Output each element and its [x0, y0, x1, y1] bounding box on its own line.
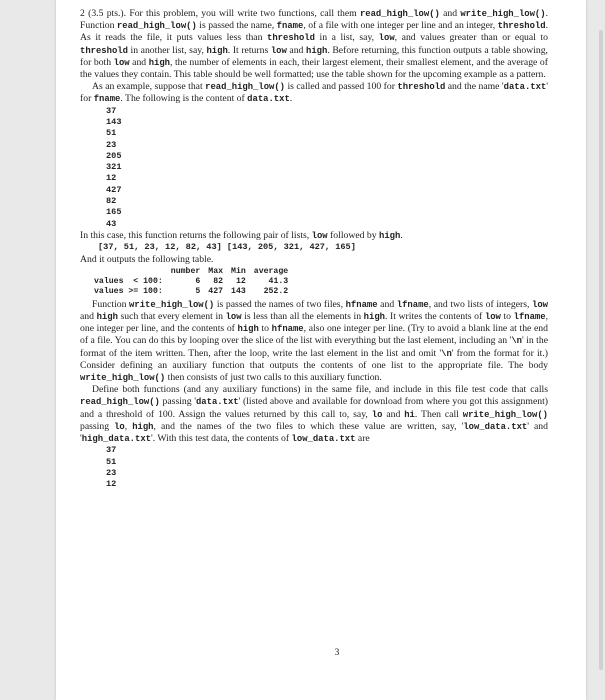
low-value: 37: [106, 445, 117, 456]
header-number: number: [170, 266, 201, 276]
header-min: Min: [231, 266, 246, 276]
row-label: values < 100:: [94, 276, 163, 286]
header-max: Max: [208, 266, 224, 276]
low-value: 23: [106, 467, 117, 478]
low-value: 12: [106, 479, 117, 490]
data-value: 205: [106, 150, 122, 161]
header-average: average: [253, 266, 289, 276]
stats-row-low: [90, 277, 292, 287]
data-value: 143: [106, 116, 122, 127]
data-value: 82: [106, 196, 117, 206]
cell-min: 12: [235, 276, 246, 286]
data-value: 43: [106, 218, 117, 229]
page-number: 3: [334, 648, 340, 658]
cell-max: 427: [208, 286, 224, 296]
test-code-paragraph: Define both functions (and any auxiliary functions) in the same file, and include in this file test code that calls read_high_low() passing 'data.txt' (listed above and available for download from where you got this assignment) and a threshold of 100. Assign the values returned by this call to, say, lo and hi. Then call write_high_low() passing lo, high, and the names of the two files to which these value are written, say, 'low_data.txt' and 'high_data.txt'. With this test data, the contents of low_data.txt are: [80, 384, 548, 445]
return-description: In this case, this function returns the following pair of lists, low followed by high.: [80, 229, 403, 241]
data-value: 427: [106, 184, 122, 195]
cell-number: 6: [195, 276, 201, 286]
assignment-text: [80, 8, 548, 490]
low-file-listing: [106, 445, 548, 490]
stats-header-row: [90, 267, 292, 277]
data-value: 12: [106, 173, 117, 184]
cell-max: 82: [213, 276, 224, 286]
data-value: 51: [106, 128, 117, 139]
table-intro: And it outputs the following table.: [80, 253, 214, 265]
problem-intro-paragraph: 2 (3.5 pts.). For this problem, you will write two functions, call them read_high_low() and write_high_low(). Function read_high_low() is passed the name, fname, of a file with one integer per line and an integer, threshold. As it reads the file, it puts values less than threshold in a list, say, low, and values greater than or equal to threshold in another list, say, high. It returns low and high. Before returning, this function outputs a table showing, for both low and high, the number of elements in each, their largest element, their smallest element, and the average of the values they contain. This table should be well formatted; use the table shown for the upcoming example as a pattern.: [80, 8, 549, 81]
stats-table: [90, 267, 292, 297]
data-value: 23: [106, 139, 117, 150]
data-file-listing: [106, 106, 548, 230]
cell-min: 143: [231, 286, 246, 296]
scrollbar[interactable]: [599, 30, 603, 670]
cell-average: 41.3: [268, 276, 289, 286]
data-value: 321: [106, 162, 122, 173]
data-value: 37: [106, 105, 117, 116]
cell-number: 5: [195, 286, 201, 296]
document-page: [56, 0, 586, 700]
data-value: 165: [106, 207, 122, 218]
returned-lists: [37, 51, 23, 12, 82, 43] [143, 205, 321, 427, 165]: [98, 242, 356, 253]
stats-row-high: [90, 287, 292, 297]
low-value: 51: [106, 456, 117, 467]
cell-average: 252.2: [263, 286, 289, 296]
example-paragraph: As an example, suppose that read_high_low() is called and passed 100 for threshold and the name 'data.txt' for fname. The following is the content of data.txt.: [80, 81, 549, 105]
write-function-paragraph: Function write_high_low() is passed the names of two files, hfname and lfname, and two lists of integers, low and high such that every element in low is less than all the elements in high. It writes the contents of low to lfname, one integer per line, and the contents of high to hfname, also one integer per line. (Try to avoid a blank line at the end of a file. You can do this by looping over the slice of the list with everything but the last element, including an '\n' in the format of the item written. Then, after the loop, write the last element in the list and omit '\n' from the format for it.) Consider defining an auxiliary function that outputs the contents of one list to the appropriate file. The body write_high_low() then consists of just two calls to this auxiliary function.: [80, 298, 549, 384]
row-label: values >= 100:: [94, 286, 163, 296]
